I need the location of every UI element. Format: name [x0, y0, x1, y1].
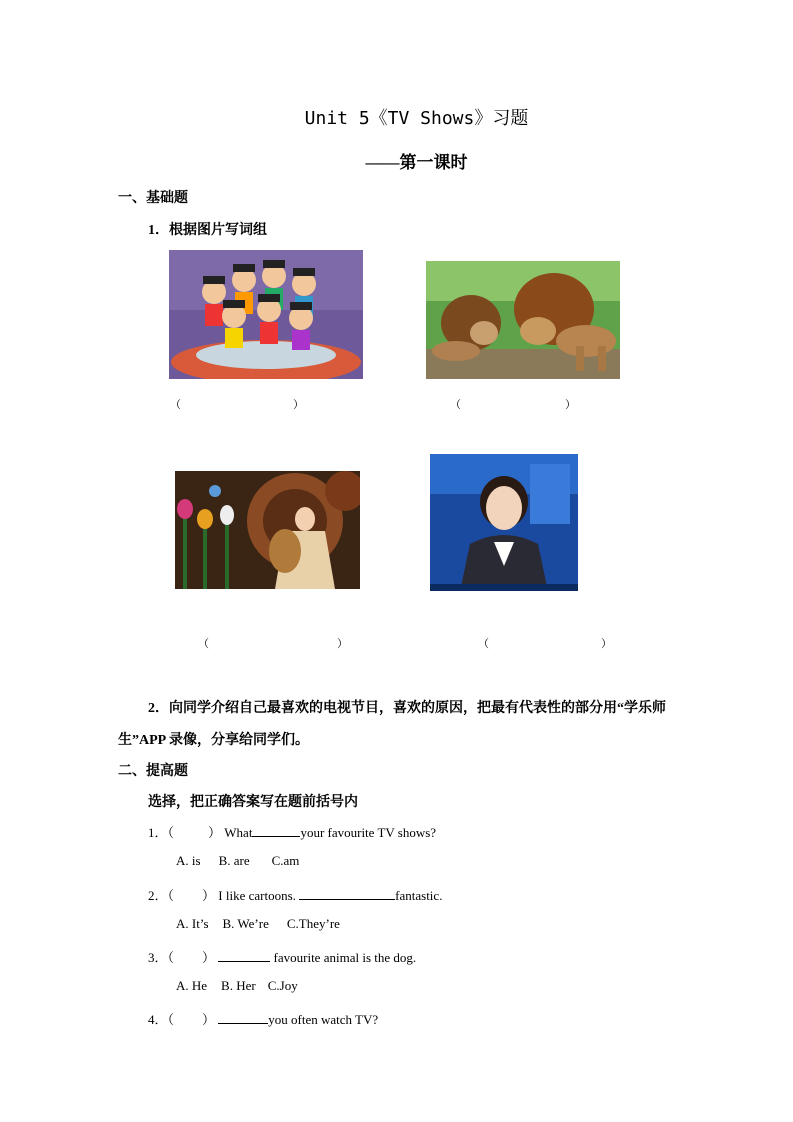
page-title: Unit 5《TV Shows》习题: [304, 108, 529, 129]
question-1: [148, 219, 267, 239]
answer-blank-1[interactable]: （ ）: [170, 399, 304, 411]
section-heading-basic: 一、基础题: [118, 191, 188, 206]
mc-options-1: A. is B. are C.am: [176, 853, 300, 868]
answer-blank-4[interactable]: （ ）: [478, 638, 612, 650]
mc-options-2: A. It’s B. We’re C.They’re: [176, 916, 340, 931]
fill-blank[interactable]: [299, 887, 395, 900]
mc-question-1: 1．（ ） What your favourite TV shows?: [148, 825, 437, 840]
musician-image: [175, 471, 360, 589]
fill-blank[interactable]: [218, 949, 270, 962]
mc-options-3: A. He B. Her C.Joy: [176, 978, 298, 993]
lions-image: [426, 261, 620, 379]
question-2-line-2: 生”APP 录像，分享给同学们。: [118, 733, 309, 748]
instruction-text: 选择，把正确答案写在题前括号内: [148, 795, 358, 810]
cartoon-image: [169, 250, 363, 379]
question-2-line-1: 2．向同学介绍自己最喜欢的电视节目，喜欢的原因，把最有代表性的部分用“学乐师: [148, 701, 666, 716]
mc-question-2: 2．（ ） I like cartoons. fantastic.: [148, 888, 443, 903]
fill-blank[interactable]: [252, 824, 300, 837]
answer-blank-2[interactable]: （ ）: [450, 399, 576, 411]
section-heading-advanced: 二、提高题: [118, 764, 188, 779]
question-text: 根据图片写词组: [169, 223, 267, 238]
page-subtitle: ——第一课时: [365, 153, 468, 172]
answer-blank-3[interactable]: （ ）: [198, 638, 348, 650]
question-number: 1．: [148, 223, 169, 238]
mc-question-3: 3．（ ） favourite animal is the dog.: [148, 950, 417, 965]
mc-question-4: 4．（ ） you often watch TV?: [148, 1012, 379, 1027]
news-anchor-image: [430, 454, 578, 591]
fill-blank[interactable]: [218, 1011, 268, 1024]
